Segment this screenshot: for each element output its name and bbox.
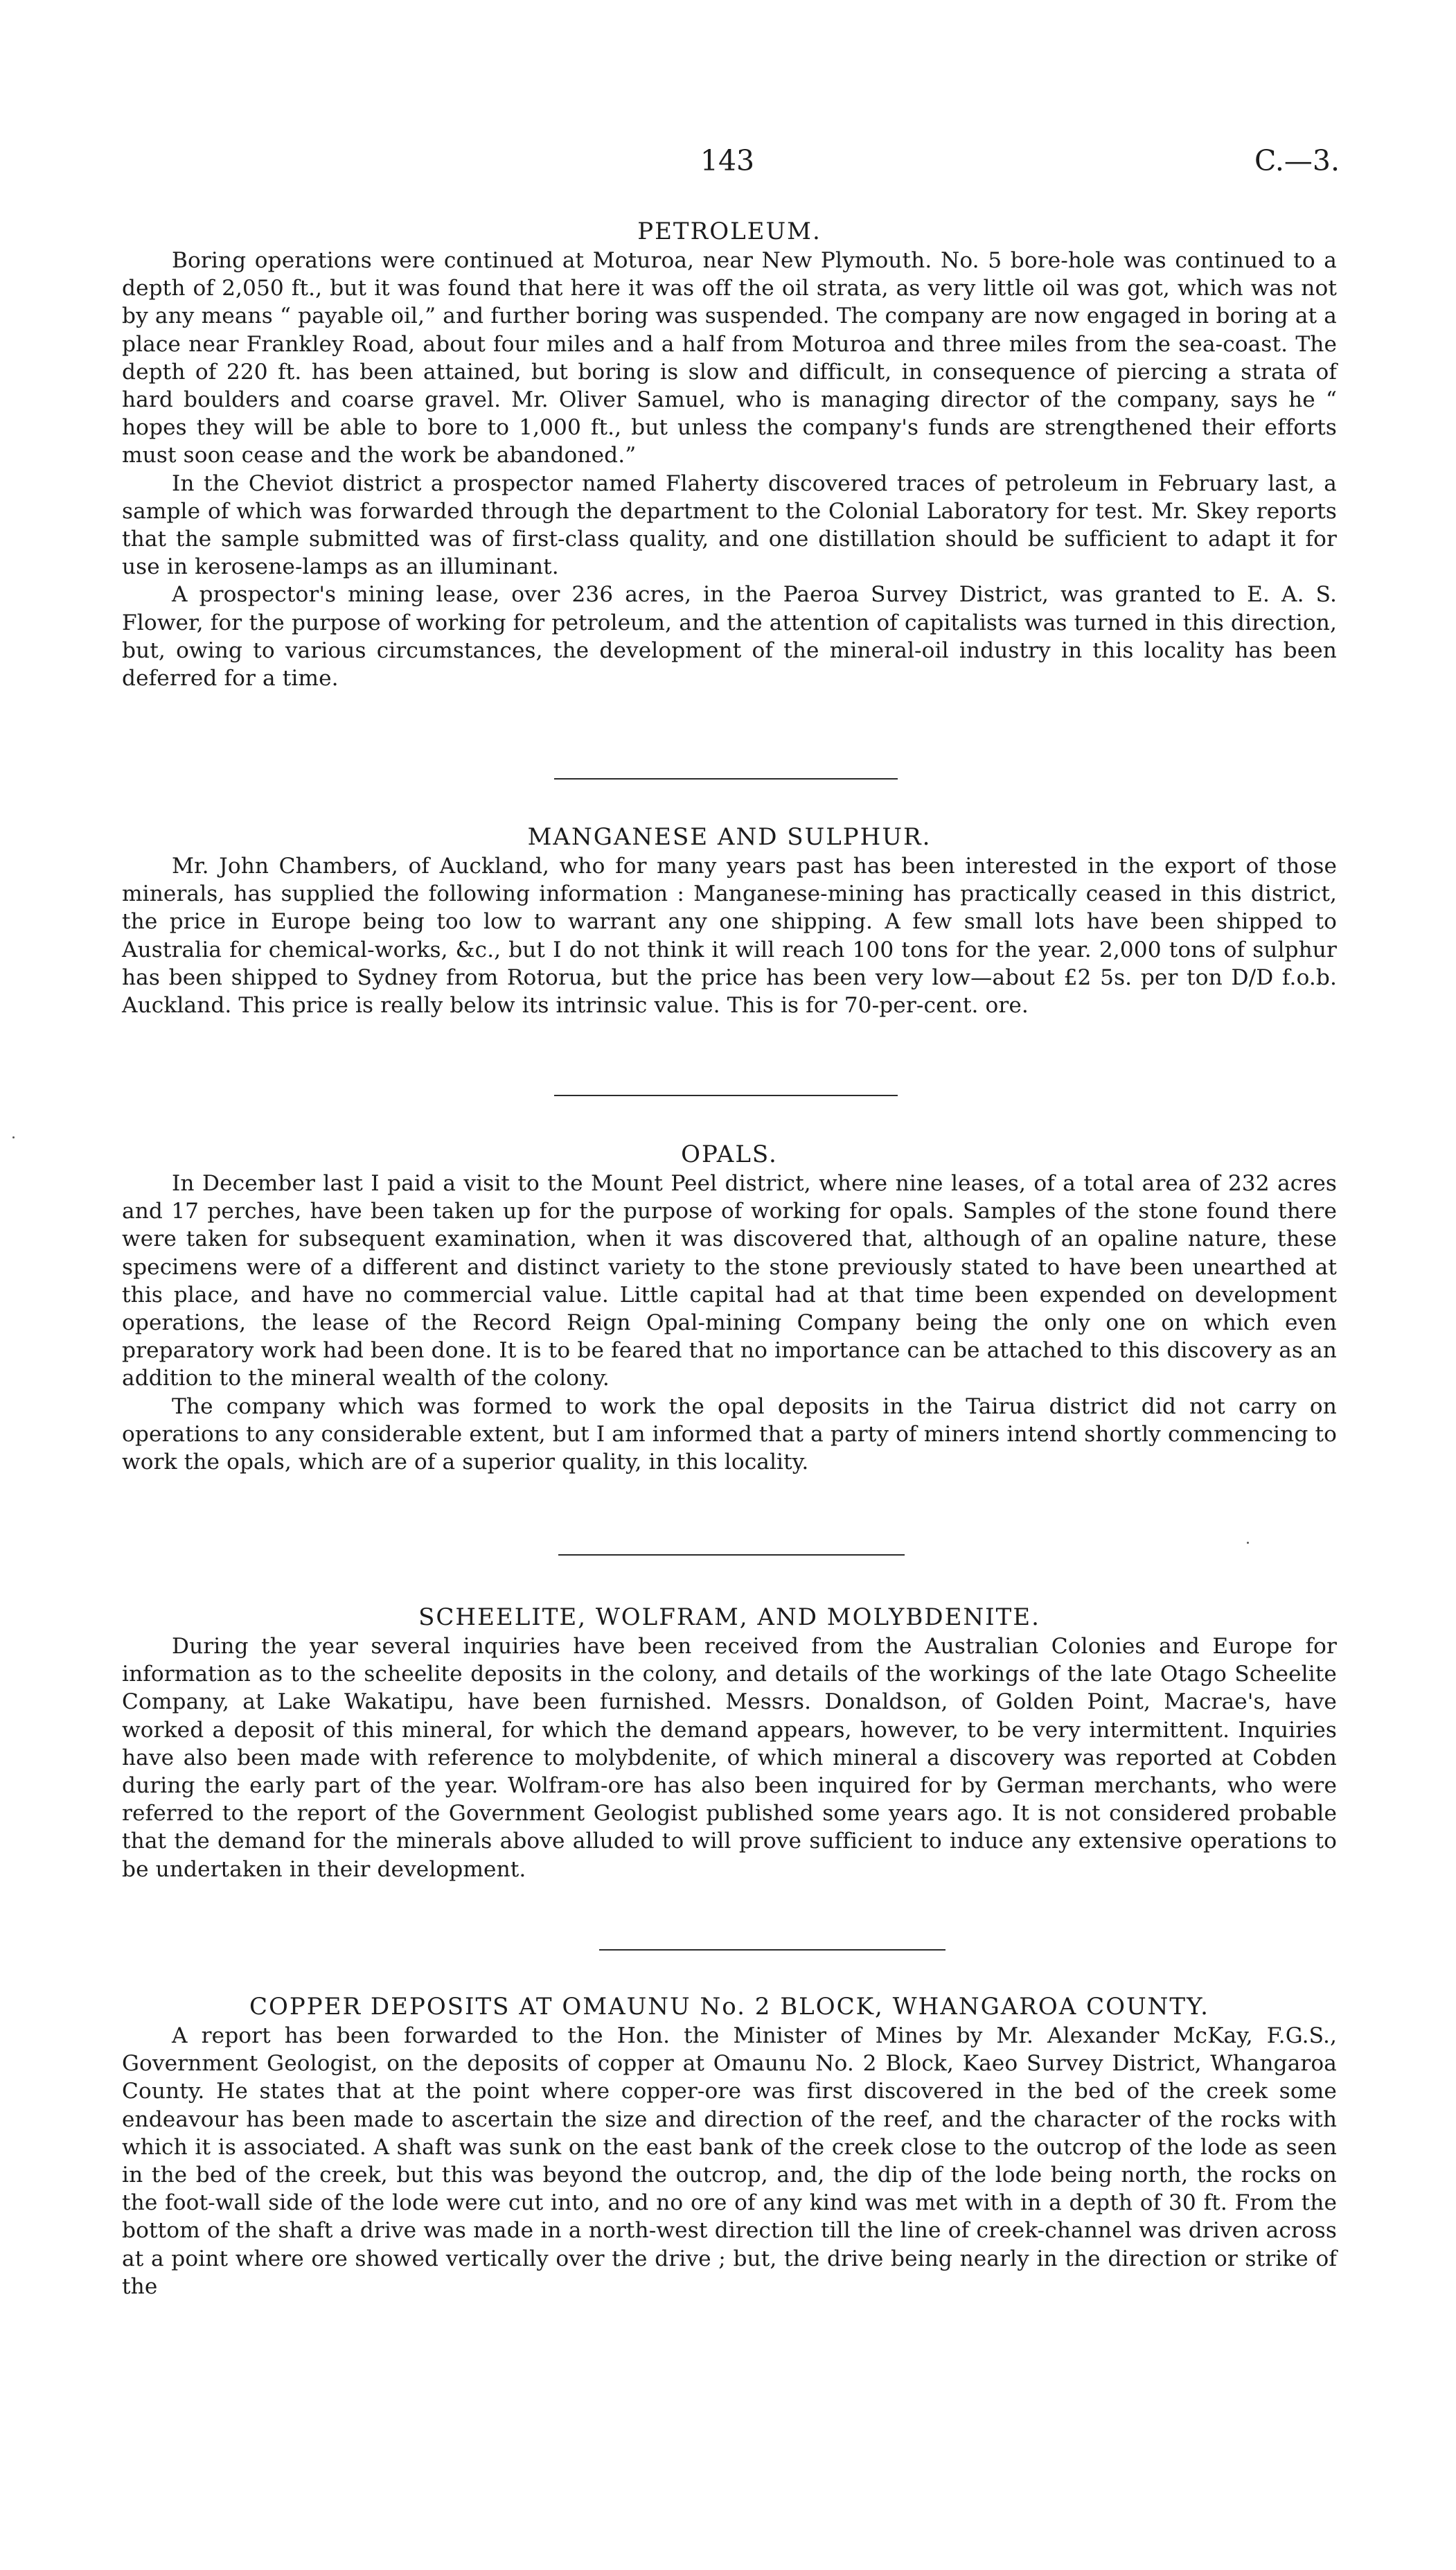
manganese-paragraph-1: Mr. John Chambers, of Auckland, who for many years past has been interested in the export of those minerals, has supplied the following information : Manganese-mining has practically ceased in this district, the price in Europe being too low to warrant any one shipping. A few small lots have been shipped to Australia for chemical-works, &c., but I do not think it will reach 100 tons for the year. 2,000 tons of sulphur has been shipped to Sydney from Rotorua, but the price has been very low—about £2 5s. per ton D/D f.o.b. Auckland. This price is really below its intrinsic value. This is for 70-per-cent. ore. xyxy=(122,854,1337,1019)
section-copper-deposits xyxy=(122,1991,1337,2300)
section-title-petroleum: PETROLEUM. xyxy=(637,218,822,245)
section-divider xyxy=(558,1554,905,1556)
section-divider xyxy=(599,1949,945,1951)
section-title-copper-deposits: COPPER DEPOSITS AT OMAUNU No. 2 BLOCK, WHANGAROA COUNTY. xyxy=(249,1993,1209,2021)
section-title-opals: OPALS. xyxy=(681,1141,778,1168)
section-opals xyxy=(122,1139,1337,1476)
section-title-scheelite: SCHEELITE, WOLFRAM, AND MOLYBDENITE. xyxy=(418,1603,1040,1631)
section-manganese-sulphur xyxy=(122,822,1337,1019)
petroleum-paragraph-2: In the Cheviot district a prospector named Flaherty discovered traces of petroleum in February last, a sample of which was forwarded through the department to the Colonial Laboratory for test. Mr. Skey reports that the sample submitted was of first-class quality, and one distillation should be sufficient to adapt it for use in kerosene-lamps as an illuminant. xyxy=(122,470,1337,580)
document-reference: C.—3. xyxy=(1254,144,1340,177)
opals-paragraph-1: In December last I paid a visit to the Mount Peel district, where nine leases, of a total area of 232 acres and 17 perches, have been taken up for the purpose of working for opals. Samples of the stone found there were taken for subsequent examination, when it was discovered that, although of an opaline nature, these specimens were of a different and distinct variety to the stone previously stated to have been unearthed at this place, and have no commercial value. Little capital had at that time been expended on development operations, the lease of the Record Reign Opal-mining Company being the only one on which even preparatory work had been done. It is to be feared that no importance can be attached to this discovery as an addition to the mineral wealth of the colony. xyxy=(122,1171,1337,1391)
section-petroleum xyxy=(122,216,1337,692)
scheelite-paragraph-1: During the year several inquiries have been received from the Australian Colonies and Europe for information as to the scheelite deposits in the colony, and details of the workings of the late Otago Scheelite Company, at Lake Wakatipu, have been furnished. Messrs. Donaldson, of Golden Point, Macrae's, have worked a deposit of this mineral, for which the demand appears, however, to be very intermittent. Inquiries have also been made with reference to molybdenite, of which mineral a discovery was reported at Cobden during the early part of the year. Wolfram-ore has also been inquired for by German merchants, who were referred to the report of the Government Geologist published some years ago. It is not considered probable that the demand for the minerals above alluded to will prove sufficient to induce any extensive operations to be undertaken in their development. xyxy=(122,1634,1337,1882)
section-divider xyxy=(554,778,898,780)
section-scheelite xyxy=(122,1602,1337,1883)
petroleum-paragraph-1: Boring operations were continued at Moturoa, near New Plymouth. No. 5 bore-hole was continued to a depth of 2,050 ft., but it was found that here it was off the oil strata, as very little oil was got, which was not by any means “ payable oil,” and further boring was suspended. The company are now engaged in boring at a place near Frankley Road, about four miles and a half from Moturoa and three miles from the sea-coast. The depth of 220 ft. has been attained, but boring is slow and difficult, in consequence of piercing a strata of hard boulders and coarse gravel. Mr. Oliver Samuel, who is managing director of the company, says he “ hopes they will be able to bore to 1,000 ft., but unless the company's funds are strengthened their efforts must soon cease and the work be abandoned.” xyxy=(122,248,1337,468)
section-divider xyxy=(554,1095,898,1096)
scan-speck xyxy=(1247,1542,1249,1544)
opals-paragraph-2: The company which was formed to work the opal deposits in the Tairua district did not carry on operations to any considerable extent, but I am informed that a party of miners intend shortly commencing to work the opals, which are of a superior quality, in this locality. xyxy=(122,1393,1337,1475)
copper-paragraph-1: A report has been forwarded to the Hon. the Minister of Mines by Mr. Alexander McKay, F.G.S., Government Geologist, on the deposits of copper at Omaunu No. 2 Block, Kaeo Survey District, Whangaroa County. He states that at the point where copper-ore was first discovered in the bed of the creek some endeavour has been made to ascertain the size and direction of the reef, and the character of the rocks with which it is associated. A shaft was sunk on the east bank of the creek close to the outcrop of the lode as seen in the bed of the creek, but this was beyond the outcrop, and, the dip of the lode being north, the rocks on the foot-wall side of the lode were cut into, and no ore of any kind was met with in a depth of 30 ft. From the bottom of the shaft a drive was made in a north-west direction till the line of creek-channel was driven across at a point where ore showed vertically over the drive ; but, the drive being nearly in the direction or strike of the xyxy=(122,2023,1337,2299)
petroleum-paragraph-3: A prospector's mining lease, over 236 acres, in the Paeroa Survey District, was granted to E. A. S. Flower, for the purpose of working for petroleum, and the attention of capitalists was turned in this direction, but, owing to various circumstances, the development of the mineral-oil industry in this locality has been deferred for a time. xyxy=(122,582,1337,692)
page-number: 143 xyxy=(700,144,755,177)
section-title-manganese-sulphur: MANGANESE AND SULPHUR. xyxy=(527,823,932,851)
scan-speck xyxy=(12,1136,15,1138)
